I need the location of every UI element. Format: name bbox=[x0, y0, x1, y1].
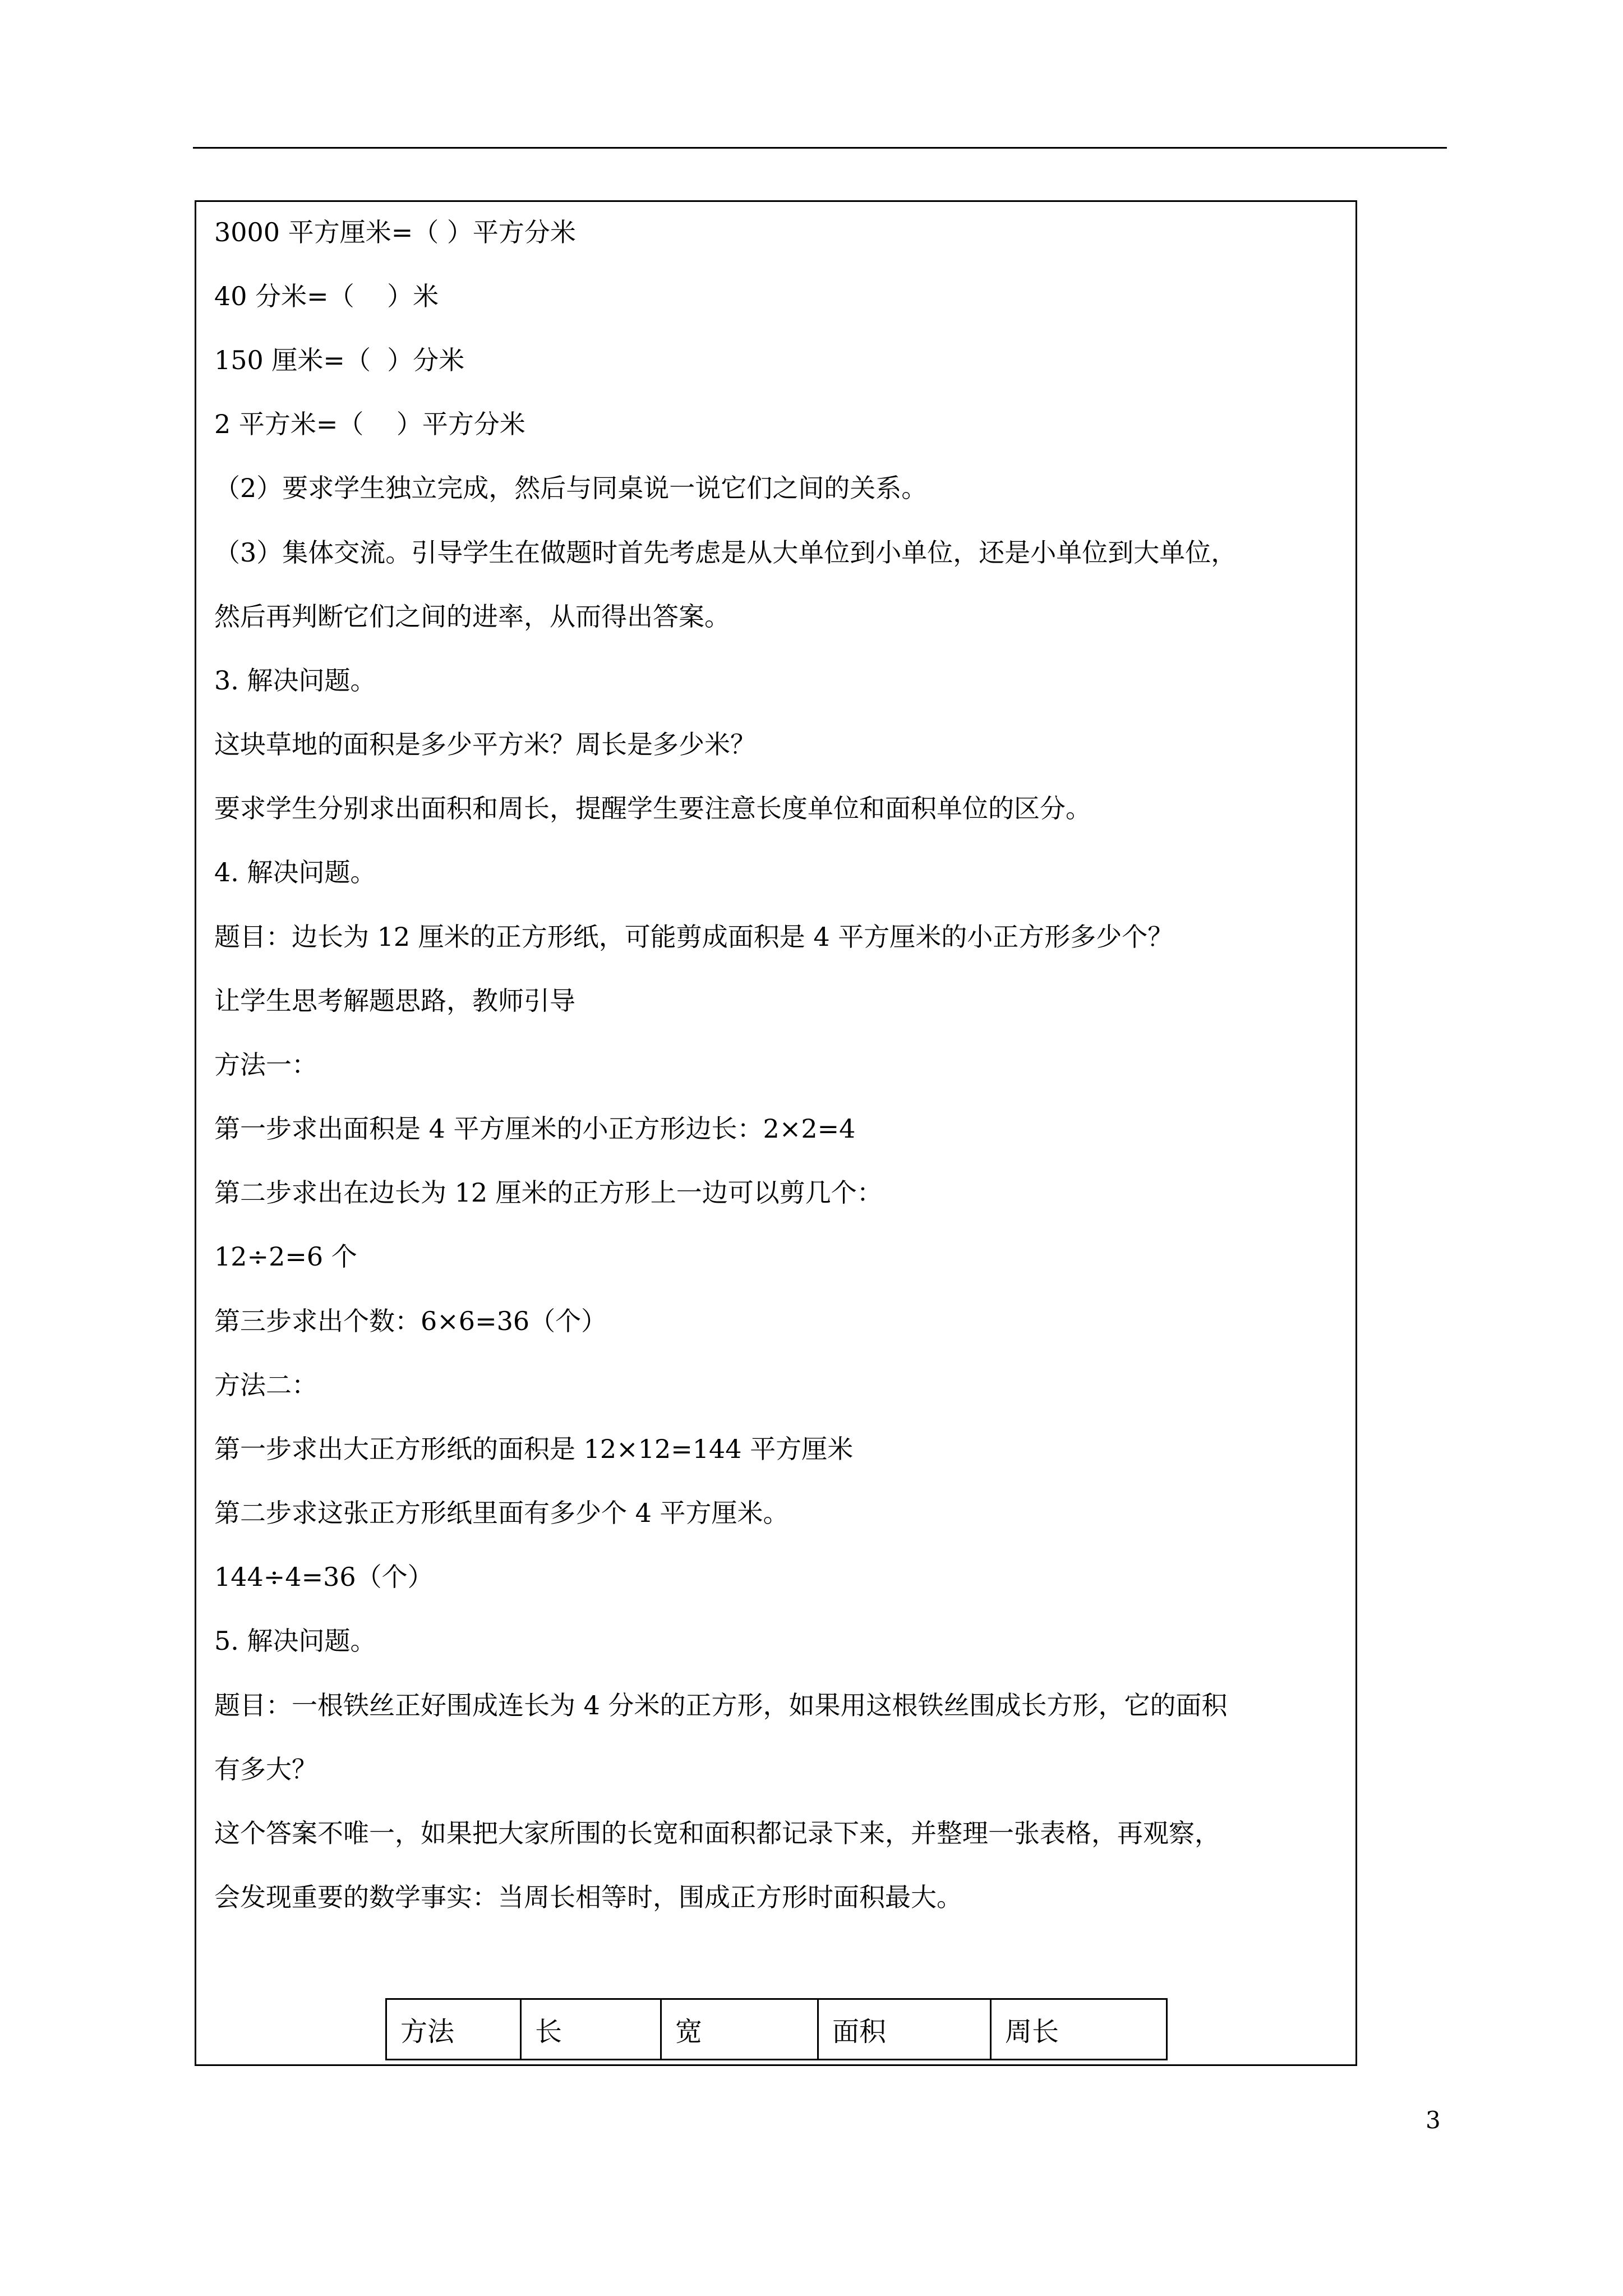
text-line: 第二步求这张正方形纸里面有多少个 4 平方厘米。 bbox=[214, 1498, 789, 1528]
text-line: 2 平方米=（ ）平方分米 bbox=[214, 409, 525, 439]
section-heading: 4. 解决问题。 bbox=[214, 857, 376, 887]
text-line: 题目：一根铁丝正好围成连长为 4 分米的正方形，如果用这根铁丝围成长方形，它的面积 bbox=[214, 1690, 1228, 1720]
table-header-cell: 方法 bbox=[386, 1999, 521, 2060]
page-number: 3 bbox=[1426, 2106, 1441, 2134]
results-table bbox=[385, 1998, 1168, 2060]
text-line: 题目：边长为 12 厘米的正方形纸，可能剪成面积是 4 平方厘米的小正方形多少个？ bbox=[214, 922, 1174, 952]
table-header-cell: 宽 bbox=[661, 1999, 818, 2060]
section-heading: 5. 解决问题。 bbox=[214, 1626, 376, 1656]
table-header-cell: 长 bbox=[521, 1999, 661, 2060]
text-line: 要求学生分别求出面积和周长，提醒学生要注意长度单位和面积单位的区分。 bbox=[214, 793, 1091, 823]
text-line: 方法一： bbox=[214, 1050, 317, 1080]
text-line: （3）集体交流。引导学生在做题时首先考虑是从大单位到小单位，还是小单位到大单位， bbox=[214, 537, 1237, 568]
table-header-cell: 周长 bbox=[991, 1999, 1167, 2060]
text-line: 然后再判断它们之间的进率，从而得出答案。 bbox=[214, 601, 730, 632]
text-line: 第一步求出面积是 4 平方厘米的小正方形边长：2×2=4 bbox=[214, 1114, 856, 1144]
text-line: 第一步求出大正方形纸的面积是 12×12=144 平方厘米 bbox=[214, 1434, 854, 1464]
text-line: 3000 平方厘米=（ ）平方分米 bbox=[214, 217, 576, 247]
text-line: 144÷4=36（个） bbox=[214, 1562, 434, 1592]
text-line: 会发现重要的数学事实：当周长相等时，围成正方形时面积最大。 bbox=[214, 1882, 962, 1912]
text-line: 这块草地的面积是多少平方米？周长是多少米？ bbox=[214, 729, 756, 760]
text-line: 150 厘米=（ ）分米 bbox=[214, 345, 465, 375]
table-header-cell: 面积 bbox=[818, 1999, 991, 2060]
text-line: 让学生思考解题思路，教师引导 bbox=[214, 986, 575, 1016]
text-line: 有多大？ bbox=[214, 1754, 317, 1784]
text-line: 12÷2=6 个 bbox=[214, 1241, 357, 1272]
text-line: 方法二： bbox=[214, 1370, 317, 1400]
section-heading: 3. 解决问题。 bbox=[214, 665, 376, 696]
text-line: 40 分米=（ ）米 bbox=[214, 281, 439, 311]
text-line: 这个答案不唯一，如果把大家所围的长宽和面积都记录下来，并整理一张表格，再观察， bbox=[214, 1818, 1220, 1848]
text-line: （2）要求学生独立完成，然后与同桌说一说它们之间的关系。 bbox=[214, 473, 928, 503]
table-header-row bbox=[386, 1999, 1167, 2060]
text-line: 第二步求出在边长为 12 厘米的正方形上一边可以剪几个： bbox=[214, 1177, 883, 1208]
text-line: 第三步求出个数：6×6=36（个） bbox=[214, 1306, 607, 1336]
header-rule bbox=[193, 147, 1447, 149]
